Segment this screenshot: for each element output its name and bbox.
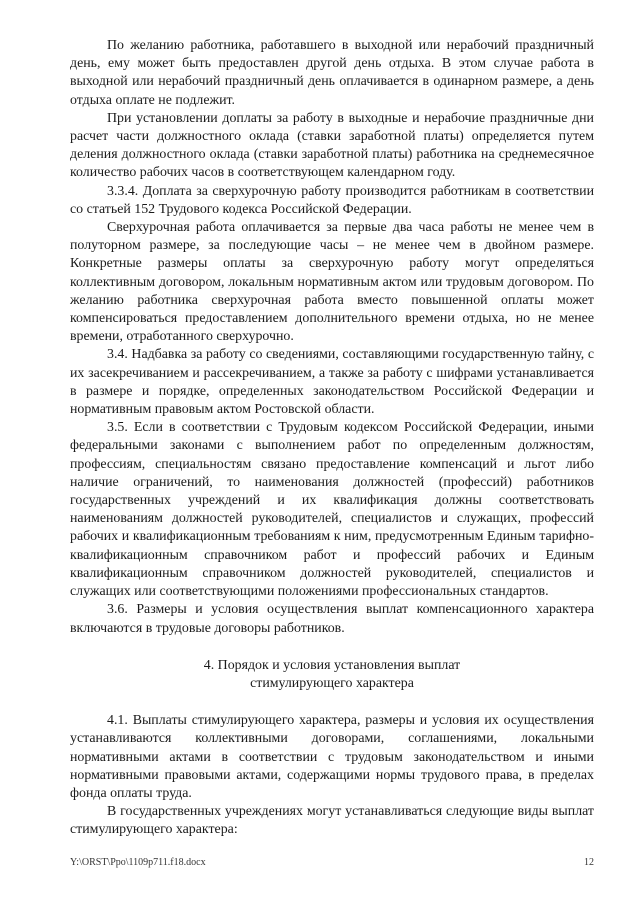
page-footer <box>70 857 594 869</box>
paragraph-4-1-incentive-payments: 4.1. Выплаты стимулирующего характера, размеры и условия их осуществления устанавливаются коллективными договорами, соглашениями, локальными нормативными актами в соответствии с трудовым законодательством и иными нормативными правовыми актами, содержащими нормы трудового права, в пределах фонда оплаты труда. <box>70 713 594 801</box>
paragraph-3-5-qualifications: 3.5. Если в соответствии с Трудовым кодексом Российской Федерации, иными федеральными законами с выполнением работ по определенным должностям, профессиям, специальностям связано предоставление компенсаций и льгот либо наличие ограничений, то наименования должностей (профессий) работников государственных учреждений и их квалификация должны соответствовать наименованиям должностей руководителей, специалистов и служащих, профессий рабочих и квалификационным требованиям к ним, предусмотренным Единым тарифно-квалификационным справочником работ и профессий рабочих и Единым квалификационным справочником должностей руководителей, специалистов и служащих или соответствующими положениями профессиональных стандартов. <box>70 420 594 600</box>
paragraph-day-off-option: По желанию работника, работавшего в выходной или нерабочий праздничный день, ему может быть предоставлен другой день отдыха. В этом случае работа в выходной или нерабочий праздничный день оплачивается в одинарном размере, а день отдыха оплате не подлежит. <box>70 38 594 108</box>
footer-file-path: Y:\ORST\Ppo\1109p711.f18.docx <box>70 857 206 868</box>
section-heading <box>70 657 594 693</box>
paragraph-3-3-4-overtime: 3.3.4. Доплата за сверхурочную работу производится работникам в соответствии со статьей 152 Трудового кодекса Российской Федерации. <box>70 183 594 217</box>
paragraph-incentive-types-intro: В государственных учреждениях могут устанавливаться следующие виды выплат стимулирующего характера: <box>70 804 594 838</box>
section-heading-line-2: стимулирующего характера <box>250 675 414 691</box>
page-number: 12 <box>584 857 594 868</box>
section-heading-line-1: 4. Порядок и условия установления выплат <box>203 657 461 673</box>
paragraph-3-4-state-secret-bonus: 3.4. Надбавка за работу со сведениями, составляющими государственную тайну, с их засекречиванием и рассекречиванием, а также за работу с шифрами устанавливается в размере и порядке, определенных законодательством Российской Федерации и нормативным правовым актом Ростовской области. <box>70 347 594 418</box>
paragraph-3-6-compensation-terms: 3.6. Размеры и условия осуществления выплат компенсационного характера включаются в трудовые договоры работников. <box>70 602 594 636</box>
paragraph-overtime-rates: Сверхурочная работа оплачивается за первые два часа работы не менее чем в полуторном размере, за последующие часы – не менее чем в двойном размере. Конкретные размеры оплаты за сверхурочную работу могут определяться коллективным договором, локальным нормативным актом или трудовым договором. По желанию работника сверхурочная работа вместо повышенной оплаты может компенсироваться предоставлением дополнительного времени отдыха, но не менее времени, отработанного сверхурочно. <box>70 220 594 345</box>
document-page <box>70 37 594 840</box>
paragraph-holiday-pay-calculation: При установлении доплаты за работу в выходные и нерабочие праздничные дни расчет части должностного оклада (ставки заработной платы) определяется путем деления должностного оклада (ставки заработной платы) работника на среднемесячное количество рабочих часов в соответствующем календарном году. <box>70 110 594 181</box>
